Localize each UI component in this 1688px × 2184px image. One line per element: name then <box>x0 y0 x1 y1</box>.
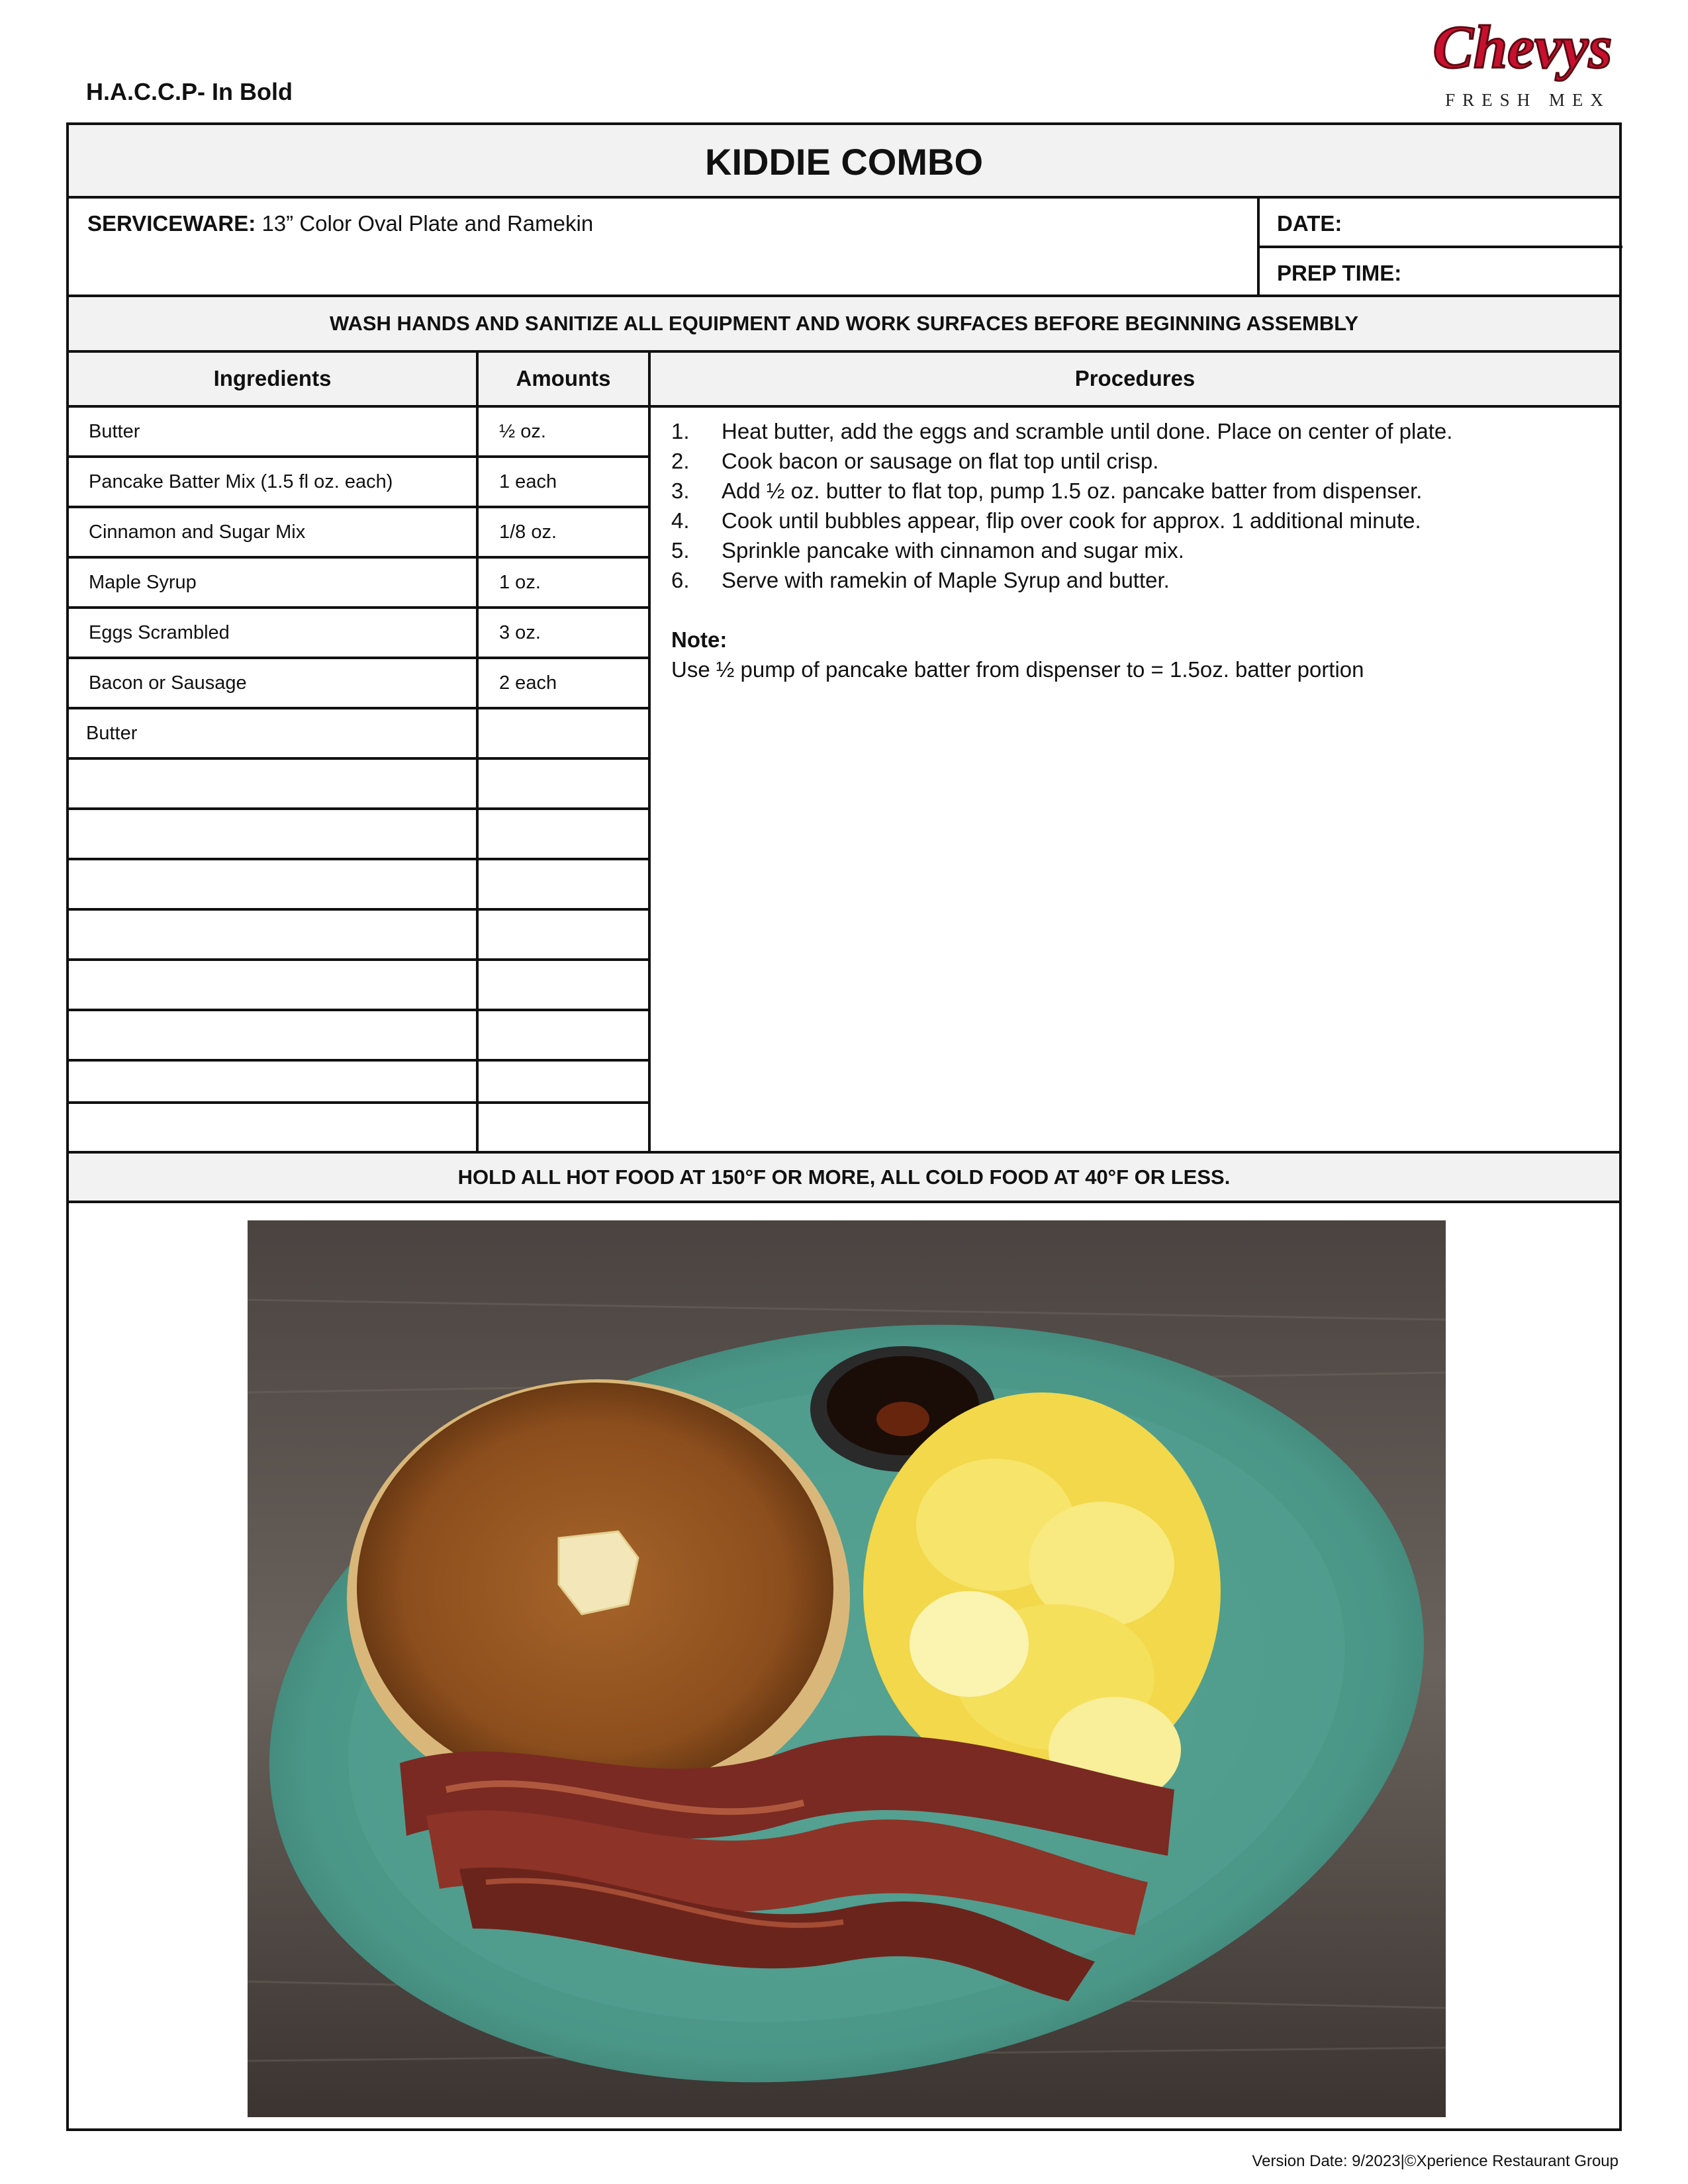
amounts-header: Amounts <box>516 366 611 390</box>
procedure-step: 3. Add ½ oz. butter to flat top, pump 1.5 oz. pancake batter from dispenser. <box>671 478 1423 503</box>
date-label: DATE: <box>1277 211 1342 236</box>
ingredient-name: Eggs Scrambled <box>89 621 230 643</box>
ingredient-name: Butter <box>89 420 140 442</box>
recipe-card <box>66 122 1622 2131</box>
ingredient-name: Bacon or Sausage <box>89 672 247 694</box>
ingredient-amount: ½ oz. <box>499 420 546 442</box>
note-text: Use ½ pump of pancake batter from dispenser to = 1.5oz. batter portion <box>671 657 1364 682</box>
wash-hands-banner: WASH HANDS AND SANITIZE ALL EQUIPMENT AND WORK SURFACES BEFORE BEGINNING ASSEMBLY <box>329 312 1359 335</box>
chevys-logo <box>1422 9 1627 115</box>
ingredients-header: Ingredients <box>213 366 332 390</box>
prep-time-label: PREP TIME: <box>1277 261 1402 285</box>
procedure-step: 1. Heat butter, add the eggs and scramble until done. Place on center of plate. <box>671 419 1453 443</box>
ingredient-amount: 3 oz. <box>499 621 541 643</box>
ingredient-amount <box>499 709 645 757</box>
ingredient-amount: 1 oz. <box>499 571 541 593</box>
procedures-header: Procedures <box>1074 366 1196 390</box>
serviceware-label: SERVICEWARE: <box>87 211 256 236</box>
ingredient-amount: 2 each <box>499 672 557 694</box>
procedure-step: 4. Cook until bubbles appear, flip over cook for approx. 1 additional minute. <box>671 508 1421 533</box>
svg-text:Chevys: Chevys <box>1432 13 1613 81</box>
procedure-step: 5. Sprinkle pancake with cinnamon and sugar mix. <box>671 538 1184 563</box>
ingredients-table <box>69 408 648 1151</box>
recipe-title: KIDDIE COMBO <box>705 140 983 183</box>
hold-temperature-banner: HOLD ALL HOT FOOD AT 150°F OR MORE, ALL COLD FOOD AT 40°F OR LESS. <box>457 1165 1231 1189</box>
haccp-note: H.A.C.C.P- In Bold <box>86 78 293 105</box>
serviceware-value: 13” Color Oval Plate and Ramekin <box>261 211 594 236</box>
version-footer: Version Date: 9/2023|©Xperience Restaurant Group <box>1252 2152 1618 2170</box>
ingredient-name: Butter <box>86 722 138 744</box>
procedures-list <box>671 416 1452 684</box>
ingredient-name: Maple Syrup <box>89 571 197 593</box>
procedure-step: 6. Serve with ramekin of Maple Syrup and butter. <box>671 568 1170 592</box>
procedure-step: 2. Cook bacon or sausage on flat top until crisp. <box>671 449 1159 473</box>
serviceware <box>87 211 593 236</box>
ingredient-name: Cinnamon and Sugar Mix <box>89 521 306 543</box>
ingredient-amount: 1/8 oz. <box>499 521 557 543</box>
plated-dish-photo <box>248 1220 1446 2117</box>
note-label: Note: <box>671 627 727 652</box>
svg-text:FRESH MEX: FRESH MEX <box>1445 90 1611 110</box>
ingredient-name: Pancake Batter Mix (1.5 fl oz. each) <box>89 471 393 492</box>
ingredient-amount: 1 each <box>499 471 557 492</box>
